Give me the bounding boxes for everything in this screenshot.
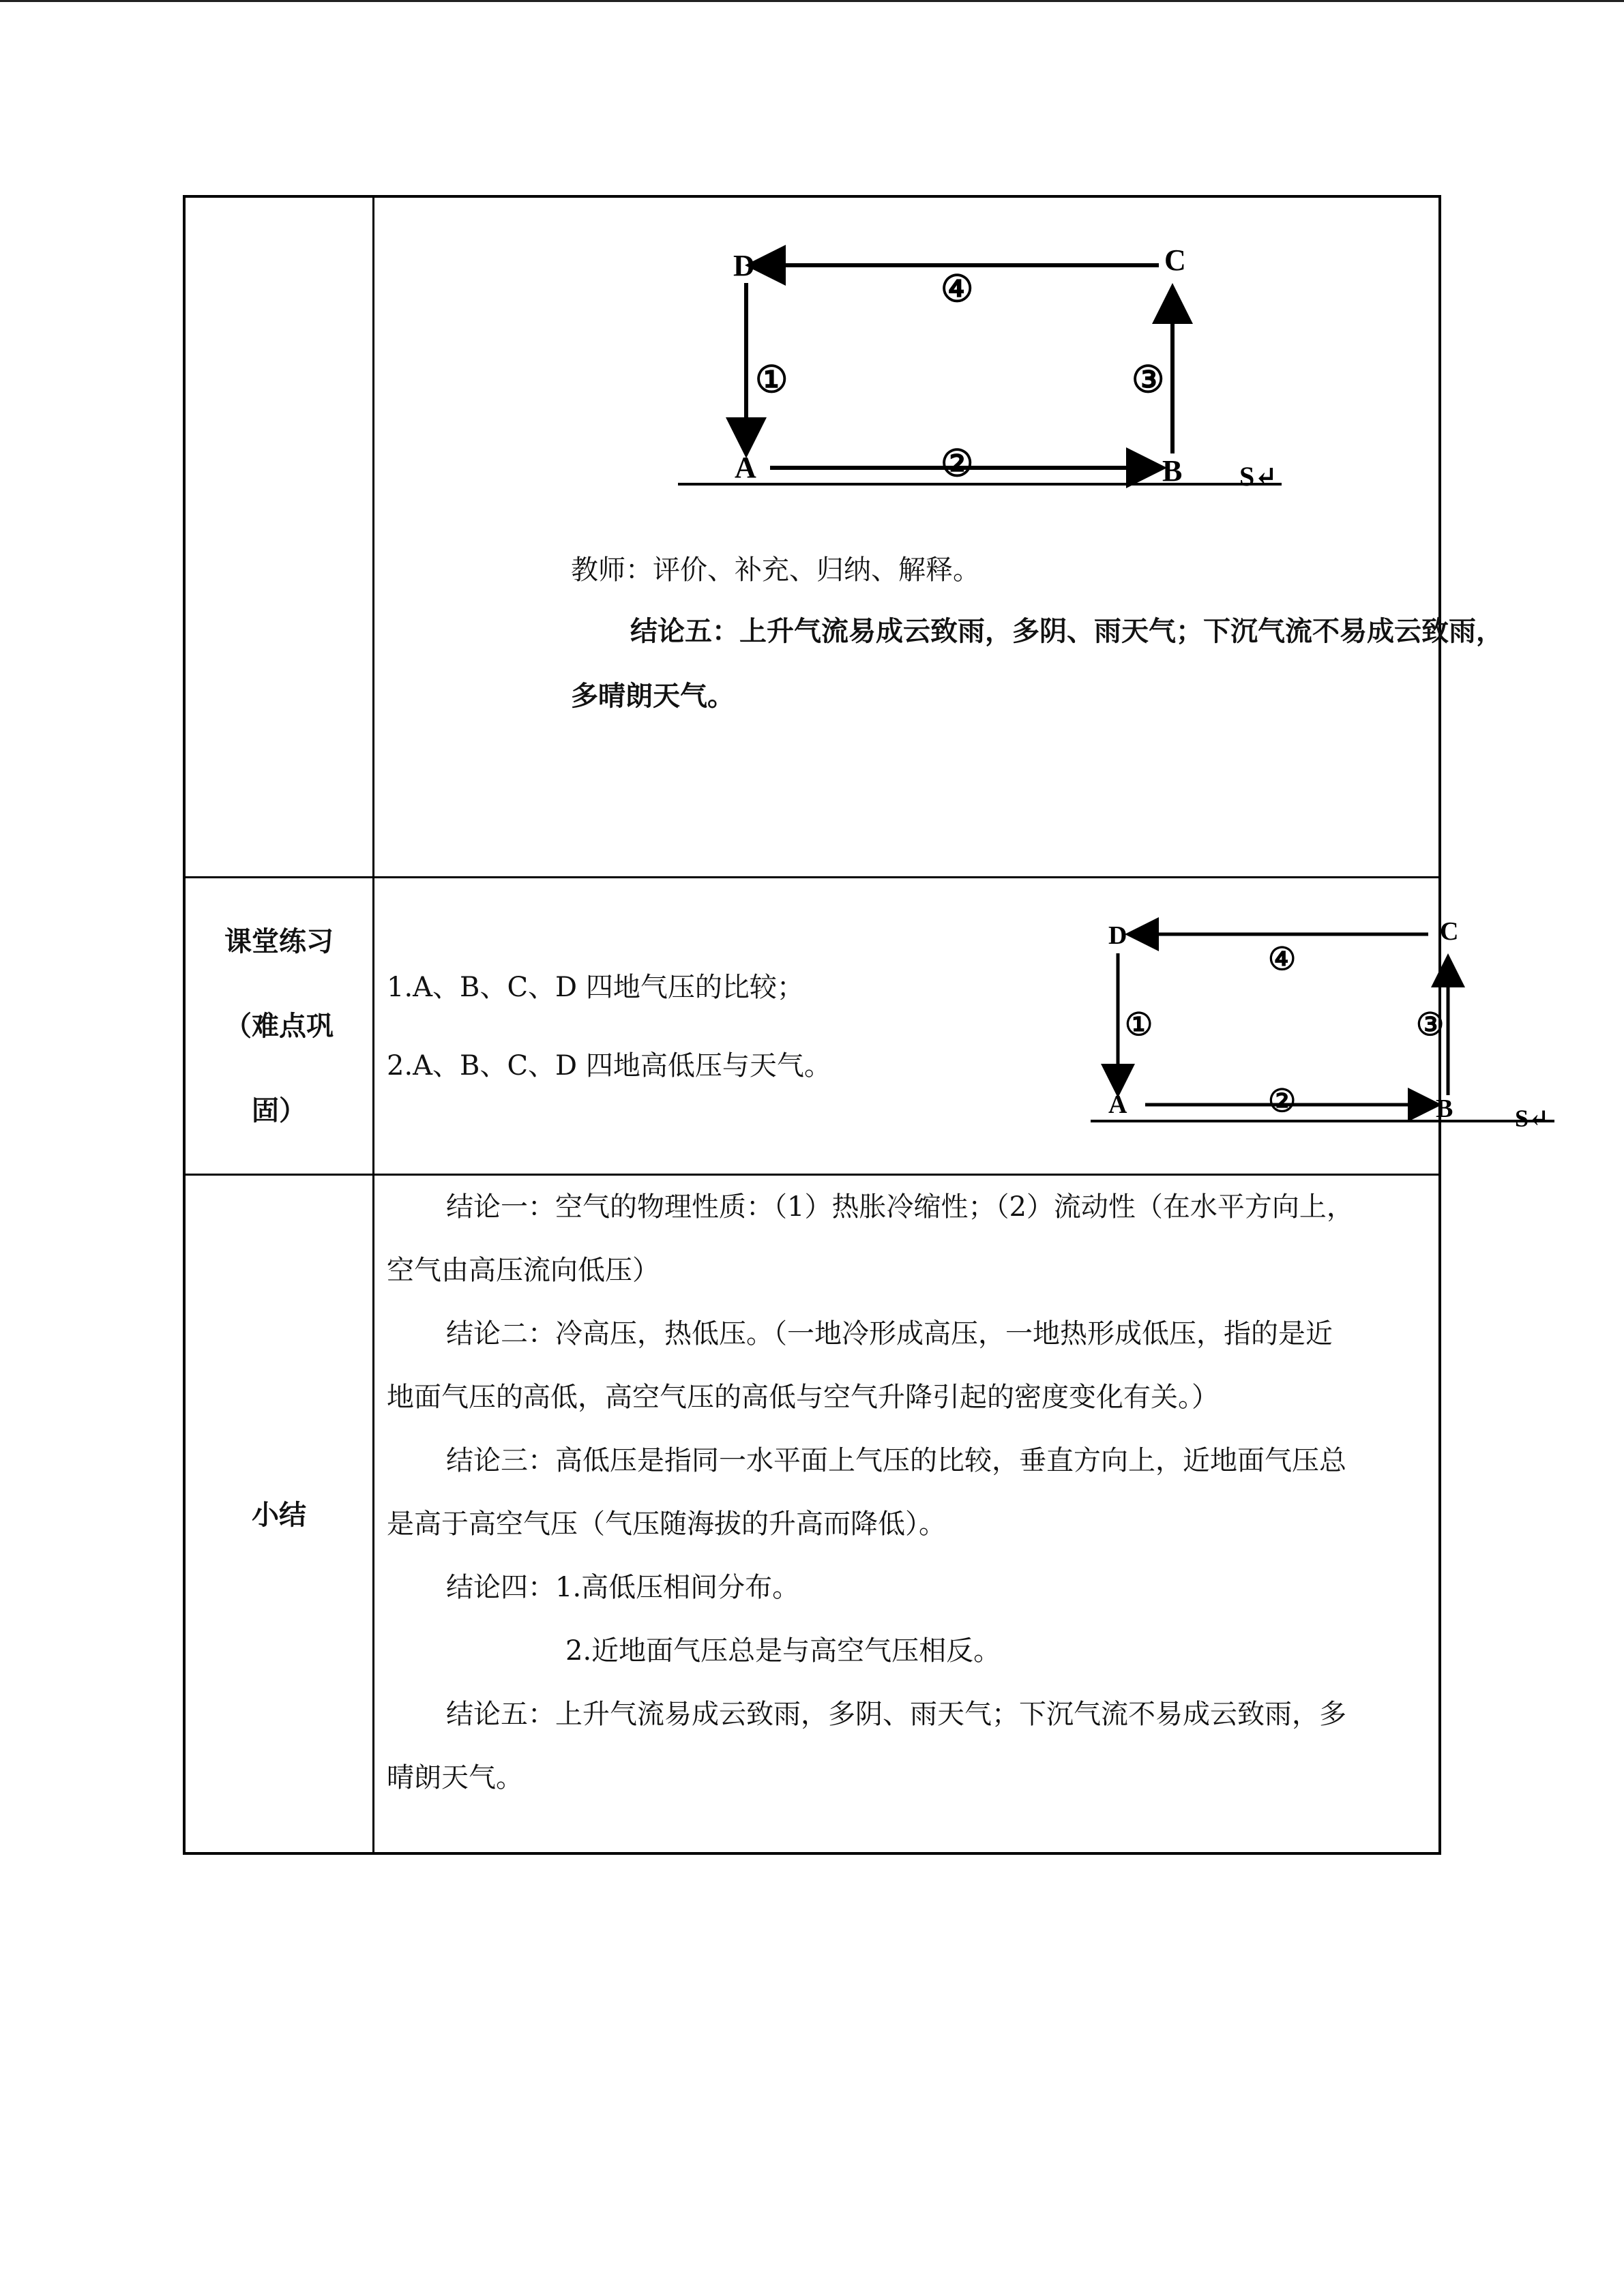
practice-point-d: D xyxy=(1108,921,1127,950)
practice-arrow-2-number: ② xyxy=(1268,1084,1297,1118)
practice-point-a: A xyxy=(1108,1090,1127,1119)
point-c-label: C xyxy=(1164,243,1186,277)
summary-c5-line2: 晴朗天气。 xyxy=(387,1762,523,1793)
page-top-border xyxy=(0,0,1624,2)
summary-c2-line1: 结论二：冷高压，热低压。（一地冷形成高压，一地热形成低压，指的是近 xyxy=(446,1318,1333,1350)
lesson-table xyxy=(183,195,1550,1855)
practice-arrow-3-number: ③ xyxy=(1416,1007,1445,1042)
row2-label-cell xyxy=(186,878,374,1174)
arrow-1-number: ① xyxy=(755,359,788,400)
row1-content-cell xyxy=(374,198,1503,876)
arrow-3-number: ③ xyxy=(1132,359,1165,400)
point-b-label: B xyxy=(1162,454,1183,488)
summary-c2-line2: 地面气压的高低，高空气压的高低与空气升降引起的密度变化有关。） xyxy=(387,1382,1219,1413)
air-circulation-diagram xyxy=(668,225,1350,525)
conclusion-5-line1: 结论五：上升气流易成云致雨，多阴、雨天气；下沉气流不易成云致雨， xyxy=(630,616,1503,647)
summary-c4-line1: 结论四：1.高低压相间分布。 xyxy=(446,1572,800,1603)
table-row-diagram xyxy=(186,198,1503,876)
teacher-note: 教师：评价、补充、归纳、解释。 xyxy=(571,554,980,586)
practice-surface-s: S↵ xyxy=(1515,1105,1550,1132)
summary-c1-line2: 空气由高压流向低压） xyxy=(387,1255,660,1286)
point-d-label: D xyxy=(733,249,755,282)
practice-label-line3: 固） xyxy=(252,1094,306,1127)
practice-point-c: C xyxy=(1440,917,1459,946)
summary-c3-line1: 结论三：高低压是指同一水平面上气压的比较，垂直方向上，近地面气压总 xyxy=(446,1445,1346,1476)
practice-item-1: 1.A、B、C、D 四地气压的比较； xyxy=(387,972,804,1003)
row3-label-cell xyxy=(186,1176,374,1855)
summary-c3-line2: 是高于高空气压（气压随海拔的升高而降低）。 xyxy=(387,1508,946,1540)
table-row-practice xyxy=(186,876,1550,1174)
arrow-4-number: ④ xyxy=(941,269,974,310)
summary-c1-line1: 结论一：空气的物理性质：（1）热胀冷缩性；（2）流动性（在水平方向上， xyxy=(446,1191,1354,1223)
summary-c4-line2: 2.近地面气压总是与高空气压相反。 xyxy=(565,1635,1001,1667)
practice-air-circulation-diagram xyxy=(1057,899,1589,1151)
practice-point-b: B xyxy=(1436,1094,1453,1123)
row3-content-cell xyxy=(374,1176,1438,1855)
surface-s-label: S↵ xyxy=(1239,461,1278,492)
practice-label-line1: 课堂练习 xyxy=(224,925,334,957)
conclusion-5-line2: 多晴朗天气。 xyxy=(571,681,735,712)
practice-label-line2: （难点巩 xyxy=(224,1010,334,1042)
row1-label-cell xyxy=(186,198,374,876)
arrow-2-number: ② xyxy=(941,443,974,484)
table-row-summary xyxy=(186,1174,1438,1853)
practice-arrow-4-number: ④ xyxy=(1268,942,1297,976)
point-a-label: A xyxy=(735,451,756,484)
practice-item-2: 2.A、B、C、D 四地高低压与天气。 xyxy=(387,1050,831,1082)
practice-arrow-1-number: ① xyxy=(1125,1007,1153,1042)
row2-content-cell xyxy=(374,878,1550,1174)
summary-label: 小结 xyxy=(252,1500,306,1531)
summary-c5-line1: 结论五：上升气流易成云致雨，多阴、雨天气；下沉气流不易成云致雨，多 xyxy=(446,1699,1346,1730)
